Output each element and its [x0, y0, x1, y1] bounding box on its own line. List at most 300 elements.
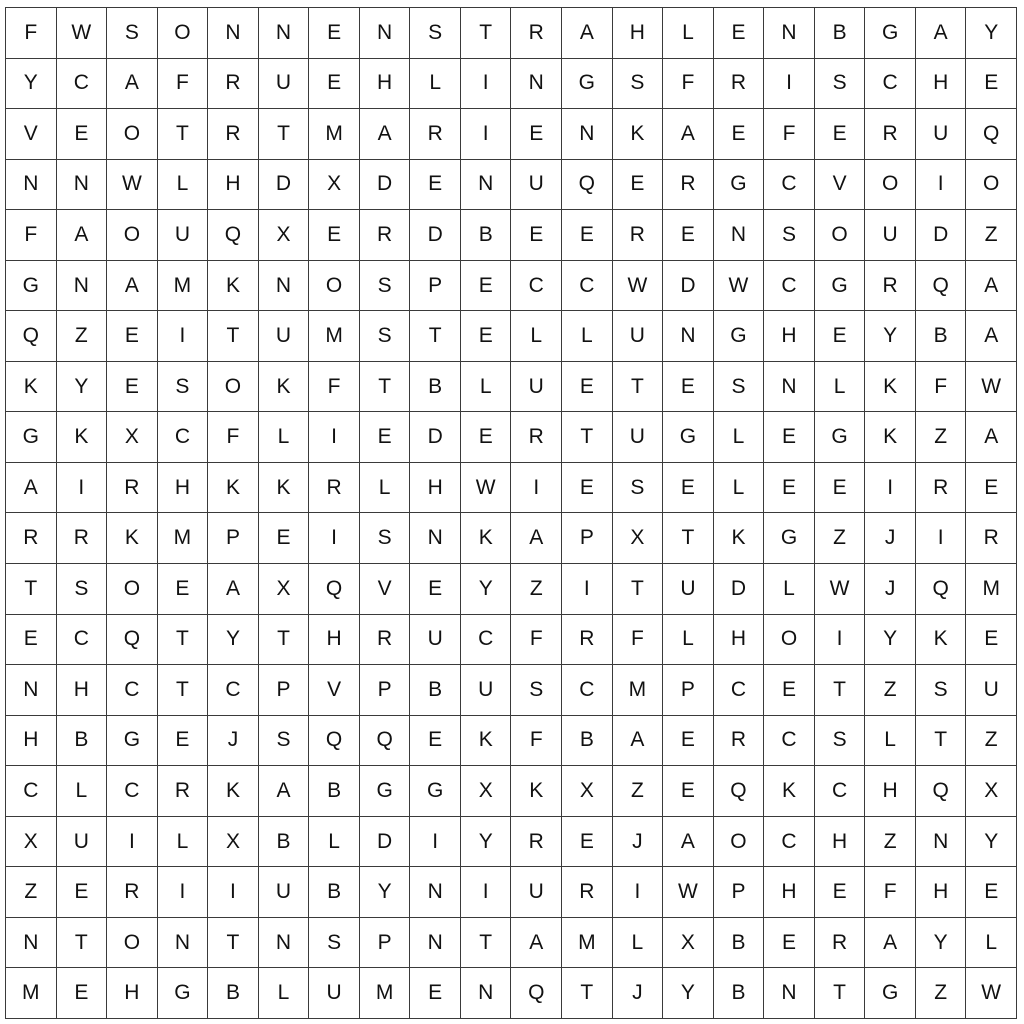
grid-cell[interactable]: X [208, 817, 259, 868]
grid-cell[interactable]: M [966, 564, 1017, 615]
grid-cell[interactable]: R [360, 615, 411, 666]
grid-cell[interactable]: O [158, 8, 209, 59]
grid-cell[interactable]: T [6, 564, 57, 615]
grid-cell[interactable]: E [309, 59, 360, 110]
grid-cell[interactable]: T [613, 564, 664, 615]
grid-cell[interactable]: S [714, 362, 765, 413]
grid-cell[interactable]: I [511, 463, 562, 514]
grid-cell[interactable]: G [865, 968, 916, 1019]
grid-cell[interactable]: X [966, 766, 1017, 817]
grid-cell[interactable]: E [309, 8, 360, 59]
grid-cell[interactable]: M [158, 261, 209, 312]
grid-cell[interactable]: N [208, 8, 259, 59]
grid-cell[interactable]: H [6, 716, 57, 767]
grid-cell[interactable]: S [511, 665, 562, 716]
grid-cell[interactable]: S [309, 918, 360, 969]
grid-cell[interactable]: S [107, 8, 158, 59]
grid-cell[interactable]: D [259, 160, 310, 211]
grid-cell[interactable]: R [107, 867, 158, 918]
grid-cell[interactable]: C [764, 716, 815, 767]
grid-cell[interactable]: P [410, 261, 461, 312]
grid-cell[interactable]: C [815, 766, 866, 817]
grid-cell[interactable]: X [613, 513, 664, 564]
grid-cell[interactable]: G [764, 513, 815, 564]
grid-cell[interactable]: L [815, 362, 866, 413]
grid-cell[interactable]: N [57, 261, 108, 312]
grid-cell[interactable]: T [57, 918, 108, 969]
grid-cell[interactable]: Y [360, 867, 411, 918]
grid-cell[interactable]: J [865, 513, 916, 564]
grid-cell[interactable]: U [663, 564, 714, 615]
grid-cell[interactable]: L [410, 59, 461, 110]
grid-cell[interactable]: F [158, 59, 209, 110]
grid-cell[interactable]: N [158, 918, 209, 969]
grid-cell[interactable]: Z [865, 665, 916, 716]
grid-cell[interactable]: H [410, 463, 461, 514]
grid-cell[interactable]: U [613, 412, 664, 463]
grid-cell[interactable]: E [511, 109, 562, 160]
grid-cell[interactable]: W [663, 867, 714, 918]
grid-cell[interactable]: E [562, 817, 613, 868]
grid-cell[interactable]: C [764, 261, 815, 312]
grid-cell[interactable]: H [714, 615, 765, 666]
grid-cell[interactable]: M [613, 665, 664, 716]
grid-cell[interactable]: S [410, 8, 461, 59]
grid-cell[interactable]: B [562, 716, 613, 767]
grid-cell[interactable]: U [511, 160, 562, 211]
grid-cell[interactable]: A [6, 463, 57, 514]
grid-cell[interactable]: F [916, 362, 967, 413]
grid-cell[interactable]: U [259, 311, 310, 362]
grid-cell[interactable]: Q [208, 210, 259, 261]
grid-cell[interactable]: B [714, 918, 765, 969]
grid-cell[interactable]: K [107, 513, 158, 564]
grid-cell[interactable]: N [714, 210, 765, 261]
grid-cell[interactable]: U [511, 867, 562, 918]
grid-cell[interactable]: A [57, 210, 108, 261]
grid-cell[interactable]: B [916, 311, 967, 362]
grid-cell[interactable]: H [815, 817, 866, 868]
grid-cell[interactable]: L [562, 311, 613, 362]
grid-cell[interactable]: Q [966, 109, 1017, 160]
grid-cell[interactable]: W [107, 160, 158, 211]
grid-cell[interactable]: T [815, 665, 866, 716]
grid-cell[interactable]: I [461, 867, 512, 918]
grid-cell[interactable]: U [309, 968, 360, 1019]
grid-cell[interactable]: L [764, 564, 815, 615]
grid-cell[interactable]: O [966, 160, 1017, 211]
grid-cell[interactable]: F [865, 867, 916, 918]
grid-cell[interactable]: N [764, 8, 815, 59]
grid-cell[interactable]: K [511, 766, 562, 817]
grid-cell[interactable]: C [562, 261, 613, 312]
grid-cell[interactable]: T [259, 615, 310, 666]
grid-cell[interactable]: E [107, 311, 158, 362]
grid-cell[interactable]: O [309, 261, 360, 312]
grid-cell[interactable]: A [259, 766, 310, 817]
grid-cell[interactable]: C [107, 665, 158, 716]
grid-cell[interactable]: E [764, 463, 815, 514]
grid-cell[interactable]: Q [360, 716, 411, 767]
grid-cell[interactable]: S [360, 513, 411, 564]
grid-cell[interactable]: M [158, 513, 209, 564]
grid-cell[interactable]: I [57, 463, 108, 514]
grid-cell[interactable]: N [916, 817, 967, 868]
grid-cell[interactable]: O [107, 109, 158, 160]
grid-cell[interactable]: Y [865, 615, 916, 666]
grid-cell[interactable]: E [259, 513, 310, 564]
grid-cell[interactable]: E [764, 412, 815, 463]
grid-cell[interactable]: S [360, 311, 411, 362]
grid-cell[interactable]: R [714, 59, 765, 110]
grid-cell[interactable]: N [360, 8, 411, 59]
grid-cell[interactable]: J [865, 564, 916, 615]
grid-cell[interactable]: H [360, 59, 411, 110]
grid-cell[interactable]: L [57, 766, 108, 817]
grid-cell[interactable]: R [663, 160, 714, 211]
grid-cell[interactable]: Q [6, 311, 57, 362]
grid-cell[interactable]: L [511, 311, 562, 362]
grid-cell[interactable]: F [6, 8, 57, 59]
grid-cell[interactable]: T [158, 615, 209, 666]
grid-cell[interactable]: E [410, 160, 461, 211]
grid-cell[interactable]: I [208, 867, 259, 918]
grid-cell[interactable]: Y [57, 362, 108, 413]
grid-cell[interactable]: E [966, 867, 1017, 918]
grid-cell[interactable]: W [714, 261, 765, 312]
grid-cell[interactable]: R [511, 412, 562, 463]
grid-cell[interactable]: K [865, 362, 916, 413]
grid-cell[interactable]: Q [511, 968, 562, 1019]
grid-cell[interactable]: W [815, 564, 866, 615]
grid-cell[interactable]: R [6, 513, 57, 564]
grid-cell[interactable]: E [562, 463, 613, 514]
grid-cell[interactable]: Q [916, 766, 967, 817]
grid-cell[interactable]: N [410, 513, 461, 564]
grid-cell[interactable]: E [511, 210, 562, 261]
grid-cell[interactable]: H [208, 160, 259, 211]
grid-cell[interactable]: B [57, 716, 108, 767]
grid-cell[interactable]: I [158, 311, 209, 362]
grid-cell[interactable]: G [158, 968, 209, 1019]
grid-cell[interactable]: F [511, 716, 562, 767]
grid-cell[interactable]: A [360, 109, 411, 160]
grid-cell[interactable]: E [966, 59, 1017, 110]
grid-cell[interactable]: E [613, 160, 664, 211]
grid-cell[interactable]: L [663, 8, 714, 59]
grid-cell[interactable]: O [764, 615, 815, 666]
grid-cell[interactable]: S [259, 716, 310, 767]
grid-cell[interactable]: R [562, 615, 613, 666]
grid-cell[interactable]: H [916, 867, 967, 918]
grid-cell[interactable]: I [461, 59, 512, 110]
grid-cell[interactable]: F [6, 210, 57, 261]
grid-cell[interactable]: L [714, 463, 765, 514]
grid-cell[interactable]: C [158, 412, 209, 463]
grid-cell[interactable]: D [360, 817, 411, 868]
grid-cell[interactable]: O [208, 362, 259, 413]
grid-cell[interactable]: E [714, 8, 765, 59]
grid-cell[interactable]: P [360, 918, 411, 969]
grid-cell[interactable]: Y [916, 918, 967, 969]
grid-cell[interactable]: I [916, 513, 967, 564]
grid-cell[interactable]: R [613, 210, 664, 261]
grid-cell[interactable]: E [158, 564, 209, 615]
grid-cell[interactable]: F [208, 412, 259, 463]
grid-cell[interactable]: H [865, 766, 916, 817]
grid-cell[interactable]: S [815, 59, 866, 110]
grid-cell[interactable]: B [309, 867, 360, 918]
grid-cell[interactable]: E [57, 968, 108, 1019]
grid-cell[interactable]: X [107, 412, 158, 463]
grid-cell[interactable]: S [815, 716, 866, 767]
grid-cell[interactable]: U [259, 867, 310, 918]
grid-cell[interactable]: I [410, 817, 461, 868]
grid-cell[interactable]: T [461, 918, 512, 969]
grid-cell[interactable]: K [764, 766, 815, 817]
grid-cell[interactable]: G [865, 8, 916, 59]
grid-cell[interactable]: O [107, 210, 158, 261]
grid-cell[interactable]: K [208, 463, 259, 514]
grid-cell[interactable]: D [410, 210, 461, 261]
grid-cell[interactable]: I [865, 463, 916, 514]
grid-cell[interactable]: U [461, 665, 512, 716]
grid-cell[interactable]: Z [916, 412, 967, 463]
grid-cell[interactable]: M [309, 109, 360, 160]
grid-cell[interactable]: E [663, 362, 714, 413]
grid-cell[interactable]: Q [309, 564, 360, 615]
grid-cell[interactable]: A [966, 412, 1017, 463]
grid-cell[interactable]: P [714, 867, 765, 918]
grid-cell[interactable]: Q [916, 261, 967, 312]
grid-cell[interactable]: G [815, 261, 866, 312]
grid-cell[interactable]: E [158, 716, 209, 767]
grid-cell[interactable]: U [410, 615, 461, 666]
grid-cell[interactable]: C [764, 817, 815, 868]
grid-cell[interactable]: L [309, 817, 360, 868]
grid-cell[interactable]: E [461, 311, 512, 362]
grid-cell[interactable]: D [714, 564, 765, 615]
grid-cell[interactable]: E [815, 311, 866, 362]
grid-cell[interactable]: B [410, 665, 461, 716]
grid-cell[interactable]: H [107, 968, 158, 1019]
grid-cell[interactable]: B [714, 968, 765, 1019]
grid-cell[interactable]: N [6, 665, 57, 716]
grid-cell[interactable]: W [966, 968, 1017, 1019]
grid-cell[interactable]: T [916, 716, 967, 767]
grid-cell[interactable]: D [360, 160, 411, 211]
grid-cell[interactable]: C [865, 59, 916, 110]
grid-cell[interactable]: E [57, 867, 108, 918]
grid-cell[interactable]: V [6, 109, 57, 160]
grid-cell[interactable]: D [410, 412, 461, 463]
grid-cell[interactable]: V [360, 564, 411, 615]
grid-cell[interactable]: O [107, 918, 158, 969]
grid-cell[interactable]: K [613, 109, 664, 160]
grid-cell[interactable]: N [259, 8, 310, 59]
grid-cell[interactable]: C [764, 160, 815, 211]
grid-cell[interactable]: E [309, 210, 360, 261]
grid-cell[interactable]: C [562, 665, 613, 716]
grid-cell[interactable]: H [57, 665, 108, 716]
grid-cell[interactable]: N [410, 918, 461, 969]
grid-cell[interactable]: A [562, 8, 613, 59]
grid-cell[interactable]: Y [966, 8, 1017, 59]
grid-cell[interactable]: T [562, 968, 613, 1019]
grid-cell[interactable]: I [309, 412, 360, 463]
grid-cell[interactable]: Y [663, 968, 714, 1019]
grid-cell[interactable]: T [360, 362, 411, 413]
grid-cell[interactable]: O [107, 564, 158, 615]
grid-cell[interactable]: L [259, 412, 310, 463]
grid-cell[interactable]: E [663, 463, 714, 514]
grid-cell[interactable]: P [259, 665, 310, 716]
grid-cell[interactable]: M [360, 968, 411, 1019]
grid-cell[interactable]: K [259, 463, 310, 514]
grid-cell[interactable]: F [613, 615, 664, 666]
grid-cell[interactable]: E [410, 564, 461, 615]
grid-cell[interactable]: E [764, 918, 815, 969]
grid-cell[interactable]: Z [916, 968, 967, 1019]
grid-cell[interactable]: U [158, 210, 209, 261]
grid-cell[interactable]: K [714, 513, 765, 564]
grid-cell[interactable]: P [360, 665, 411, 716]
grid-cell[interactable]: Q [562, 160, 613, 211]
grid-cell[interactable]: Z [57, 311, 108, 362]
grid-cell[interactable]: N [511, 59, 562, 110]
grid-cell[interactable]: E [764, 665, 815, 716]
grid-cell[interactable]: R [966, 513, 1017, 564]
grid-cell[interactable]: C [57, 615, 108, 666]
grid-cell[interactable]: F [764, 109, 815, 160]
grid-cell[interactable]: T [158, 665, 209, 716]
grid-cell[interactable]: I [613, 867, 664, 918]
grid-cell[interactable]: X [309, 160, 360, 211]
grid-cell[interactable]: E [714, 109, 765, 160]
grid-cell[interactable]: C [208, 665, 259, 716]
grid-cell[interactable]: C [6, 766, 57, 817]
grid-cell[interactable]: N [663, 311, 714, 362]
grid-cell[interactable]: E [815, 867, 866, 918]
grid-cell[interactable]: S [613, 59, 664, 110]
grid-cell[interactable]: R [815, 918, 866, 969]
grid-cell[interactable]: J [613, 817, 664, 868]
grid-cell[interactable]: M [309, 311, 360, 362]
grid-cell[interactable]: C [57, 59, 108, 110]
grid-cell[interactable]: W [57, 8, 108, 59]
grid-cell[interactable]: P [562, 513, 613, 564]
grid-cell[interactable]: T [613, 362, 664, 413]
grid-cell[interactable]: F [663, 59, 714, 110]
grid-cell[interactable]: U [57, 817, 108, 868]
grid-cell[interactable]: X [259, 564, 310, 615]
grid-cell[interactable]: Y [461, 564, 512, 615]
grid-cell[interactable]: E [410, 968, 461, 1019]
grid-cell[interactable]: T [562, 412, 613, 463]
grid-cell[interactable]: N [461, 968, 512, 1019]
grid-cell[interactable]: Z [966, 716, 1017, 767]
grid-cell[interactable]: V [815, 160, 866, 211]
grid-cell[interactable]: U [865, 210, 916, 261]
grid-cell[interactable]: N [562, 109, 613, 160]
grid-cell[interactable]: V [309, 665, 360, 716]
grid-cell[interactable]: I [815, 615, 866, 666]
grid-cell[interactable]: G [714, 311, 765, 362]
grid-cell[interactable]: W [461, 463, 512, 514]
grid-cell[interactable]: N [764, 362, 815, 413]
grid-cell[interactable]: M [6, 968, 57, 1019]
grid-cell[interactable]: C [714, 665, 765, 716]
grid-cell[interactable]: R [865, 109, 916, 160]
grid-cell[interactable]: X [259, 210, 310, 261]
grid-cell[interactable]: G [410, 766, 461, 817]
grid-cell[interactable]: Y [208, 615, 259, 666]
grid-cell[interactable]: O [815, 210, 866, 261]
grid-cell[interactable]: B [461, 210, 512, 261]
grid-cell[interactable]: E [360, 412, 411, 463]
grid-cell[interactable]: E [663, 210, 714, 261]
grid-cell[interactable]: Z [6, 867, 57, 918]
grid-cell[interactable]: N [764, 968, 815, 1019]
grid-cell[interactable]: N [410, 867, 461, 918]
grid-cell[interactable]: G [360, 766, 411, 817]
grid-cell[interactable]: E [815, 109, 866, 160]
grid-cell[interactable]: R [562, 867, 613, 918]
grid-cell[interactable]: G [815, 412, 866, 463]
grid-cell[interactable]: R [158, 766, 209, 817]
grid-cell[interactable]: H [158, 463, 209, 514]
grid-cell[interactable]: S [158, 362, 209, 413]
grid-cell[interactable]: U [613, 311, 664, 362]
grid-cell[interactable]: S [916, 665, 967, 716]
grid-cell[interactable]: R [714, 716, 765, 767]
grid-cell[interactable]: A [663, 109, 714, 160]
grid-cell[interactable]: X [6, 817, 57, 868]
grid-cell[interactable]: N [57, 160, 108, 211]
grid-cell[interactable]: F [309, 362, 360, 413]
grid-cell[interactable]: A [511, 918, 562, 969]
grid-cell[interactable]: G [6, 261, 57, 312]
grid-cell[interactable]: B [309, 766, 360, 817]
grid-cell[interactable]: E [461, 261, 512, 312]
grid-cell[interactable]: Z [511, 564, 562, 615]
grid-cell[interactable]: H [764, 311, 815, 362]
grid-cell[interactable]: S [360, 261, 411, 312]
grid-cell[interactable]: H [309, 615, 360, 666]
grid-cell[interactable]: R [511, 8, 562, 59]
grid-cell[interactable]: L [613, 918, 664, 969]
grid-cell[interactable]: S [57, 564, 108, 615]
grid-cell[interactable]: U [511, 362, 562, 413]
grid-cell[interactable]: B [259, 817, 310, 868]
grid-cell[interactable]: Z [966, 210, 1017, 261]
grid-cell[interactable]: Q [107, 615, 158, 666]
grid-cell[interactable]: B [815, 8, 866, 59]
grid-cell[interactable]: L [663, 615, 714, 666]
grid-cell[interactable]: D [916, 210, 967, 261]
grid-cell[interactable]: Q [714, 766, 765, 817]
grid-cell[interactable]: A [107, 261, 158, 312]
grid-cell[interactable]: I [158, 867, 209, 918]
grid-cell[interactable]: E [663, 766, 714, 817]
grid-cell[interactable]: N [259, 918, 310, 969]
grid-cell[interactable]: L [966, 918, 1017, 969]
grid-cell[interactable]: K [208, 261, 259, 312]
grid-cell[interactable]: T [815, 968, 866, 1019]
grid-cell[interactable]: A [966, 311, 1017, 362]
grid-cell[interactable]: J [613, 968, 664, 1019]
grid-cell[interactable]: X [562, 766, 613, 817]
